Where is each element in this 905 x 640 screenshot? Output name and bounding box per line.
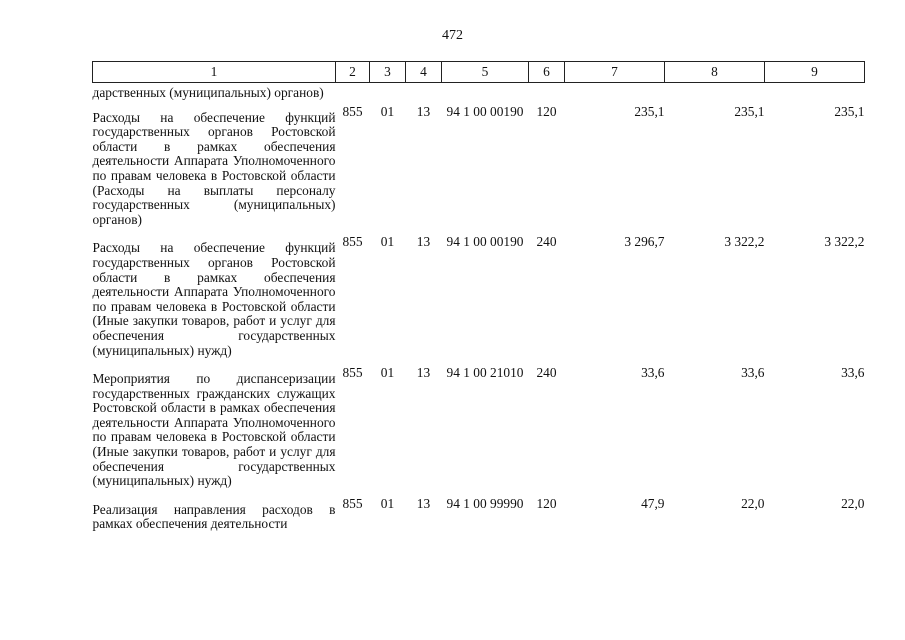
subsection-code: 13 — [416, 495, 431, 511]
table-row — [93, 497, 865, 540]
amount-col8: 3 322,2 — [724, 234, 765, 250]
row-description: дарственных (муниципальных) органов) — [92, 85, 324, 100]
column-header: 3 — [370, 62, 406, 83]
table-row — [93, 235, 865, 366]
ministry-code: 855 — [342, 234, 363, 250]
row-description: Мероприятия по диспансеризации государственных гражданских служащих Ростовской области в рамках обеспечения деятельности Аппарата Уполномоченного по правам человека в Ростовской области (Иные закупки товаров, работ и услуг для обеспечения государственных (муниципальных) нужд) — [92, 371, 336, 489]
page-number: 472 — [442, 28, 463, 43]
target-article-code: 94 1 00 00190 — [446, 234, 524, 250]
section-code: 01 — [380, 365, 395, 381]
column-header: 1 — [93, 62, 336, 83]
amount-col8: 235,1 — [734, 103, 765, 119]
column-header: 8 — [665, 62, 765, 83]
table-header-row — [93, 62, 865, 83]
target-article-code: 94 1 00 00190 — [446, 103, 524, 119]
row-description: Расходы на обеспечение функций государственных органов Ростовской области в рамках обеспечения деятельности Аппарата Уполномоченного по правам человека в Ростовской области (Расходы на выплаты персоналу государственных (муниципальных) органов) — [92, 109, 336, 227]
amount-col7: 3 296,7 — [624, 234, 665, 250]
column-header: 5 — [442, 62, 529, 83]
subsection-code: 13 — [416, 103, 431, 119]
expense-type-code: 240 — [536, 234, 557, 250]
ministry-code: 855 — [342, 495, 363, 511]
table-row-continuation — [93, 83, 865, 105]
column-header: 9 — [765, 62, 865, 83]
section-code: 01 — [380, 495, 395, 511]
subsection-code: 13 — [416, 234, 431, 250]
section-code: 01 — [380, 103, 395, 119]
amount-col9: 235,1 — [834, 103, 865, 119]
target-article-code: 94 1 00 21010 — [446, 365, 524, 381]
amount-col7: 235,1 — [634, 103, 665, 119]
amount-col7: 47,9 — [641, 495, 665, 511]
amount-col9: 33,6 — [841, 365, 865, 381]
amount-col8: 33,6 — [741, 365, 765, 381]
row-description: Расходы на обеспечение функций государственных органов Ростовской области в рамках обеспечения деятельности Аппарата Уполномоченного по правам человека в Ростовской области (Иные закупки товаров, работ и услуг для обеспечения государственных (муниципальных) нужд) — [92, 240, 336, 358]
budget-table — [92, 61, 865, 540]
section-code: 01 — [380, 234, 395, 250]
amount-col7: 33,6 — [641, 365, 665, 381]
subsection-code: 13 — [416, 365, 431, 381]
column-header: 6 — [529, 62, 565, 83]
target-article-code: 94 1 00 99990 — [446, 495, 524, 511]
expense-type-code: 120 — [536, 495, 557, 511]
ministry-code: 855 — [342, 103, 363, 119]
column-header: 2 — [336, 62, 370, 83]
table-row — [93, 105, 865, 236]
column-header: 7 — [565, 62, 665, 83]
table-row — [93, 366, 865, 497]
row-description: Реализация направления расходов в рамках обеспечения деятельности — [92, 501, 336, 532]
ministry-code: 855 — [342, 365, 363, 381]
column-header: 4 — [406, 62, 442, 83]
expense-type-code: 120 — [536, 103, 557, 119]
amount-col9: 3 322,2 — [824, 234, 865, 250]
amount-col9: 22,0 — [841, 495, 865, 511]
amount-col8: 22,0 — [741, 495, 765, 511]
expense-type-code: 240 — [536, 365, 557, 381]
